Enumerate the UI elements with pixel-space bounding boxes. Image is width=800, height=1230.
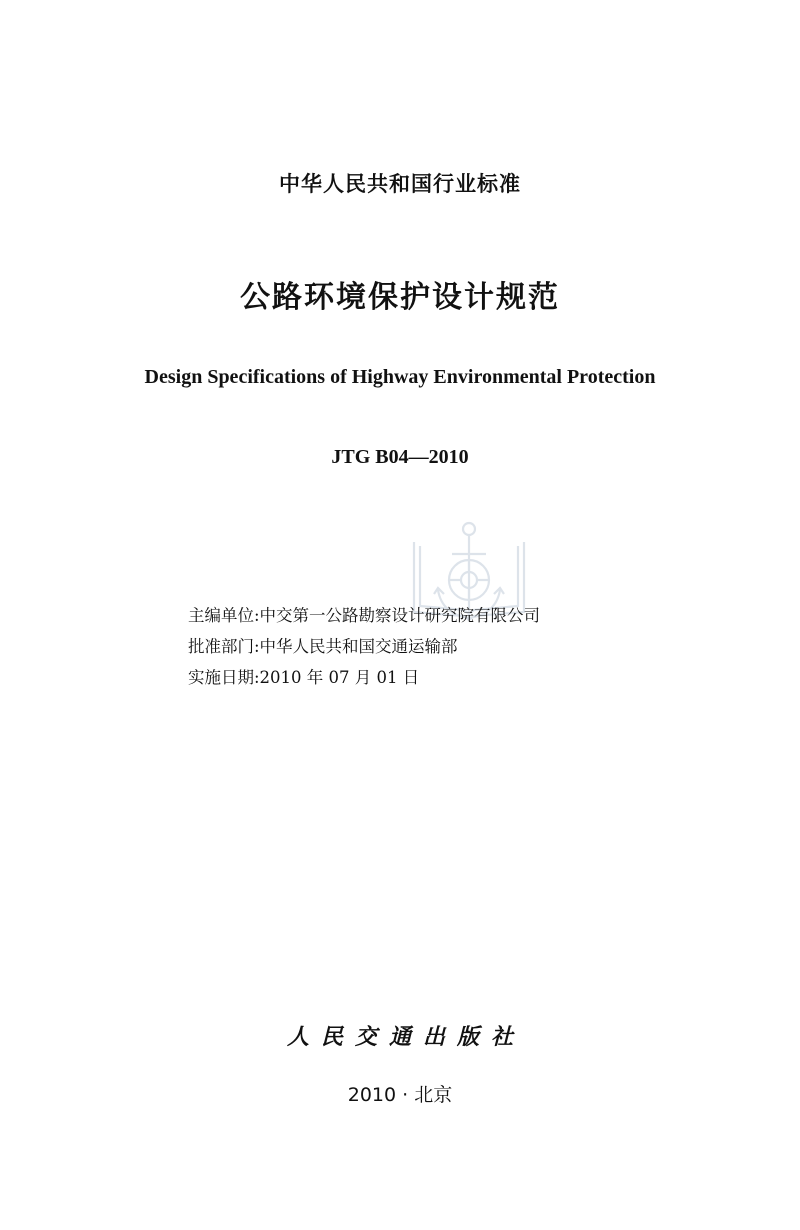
series-title: 中华人民共和国行业标准 bbox=[279, 172, 521, 196]
document-title-english: Design Specifications of Highway Environmental Protection bbox=[144, 366, 656, 388]
standard-code: JTG B04—2010 bbox=[331, 446, 469, 468]
effective-date: 实施日期:2010 年 07 月 01 日 bbox=[188, 668, 420, 687]
document-info bbox=[188, 600, 540, 693]
publication-place-year: 2010 · 北京 bbox=[347, 1084, 453, 1106]
document-title-chinese: 公路环境保护设计规范 bbox=[240, 280, 560, 315]
chief-editor-unit: 主编单位:中交第一公路勘察设计研究院有限公司 bbox=[188, 606, 541, 625]
publisher-name: 人民交通出版社 bbox=[286, 1024, 525, 1050]
approving-department: 批准部门:中华人民共和国交通运输部 bbox=[188, 637, 458, 656]
